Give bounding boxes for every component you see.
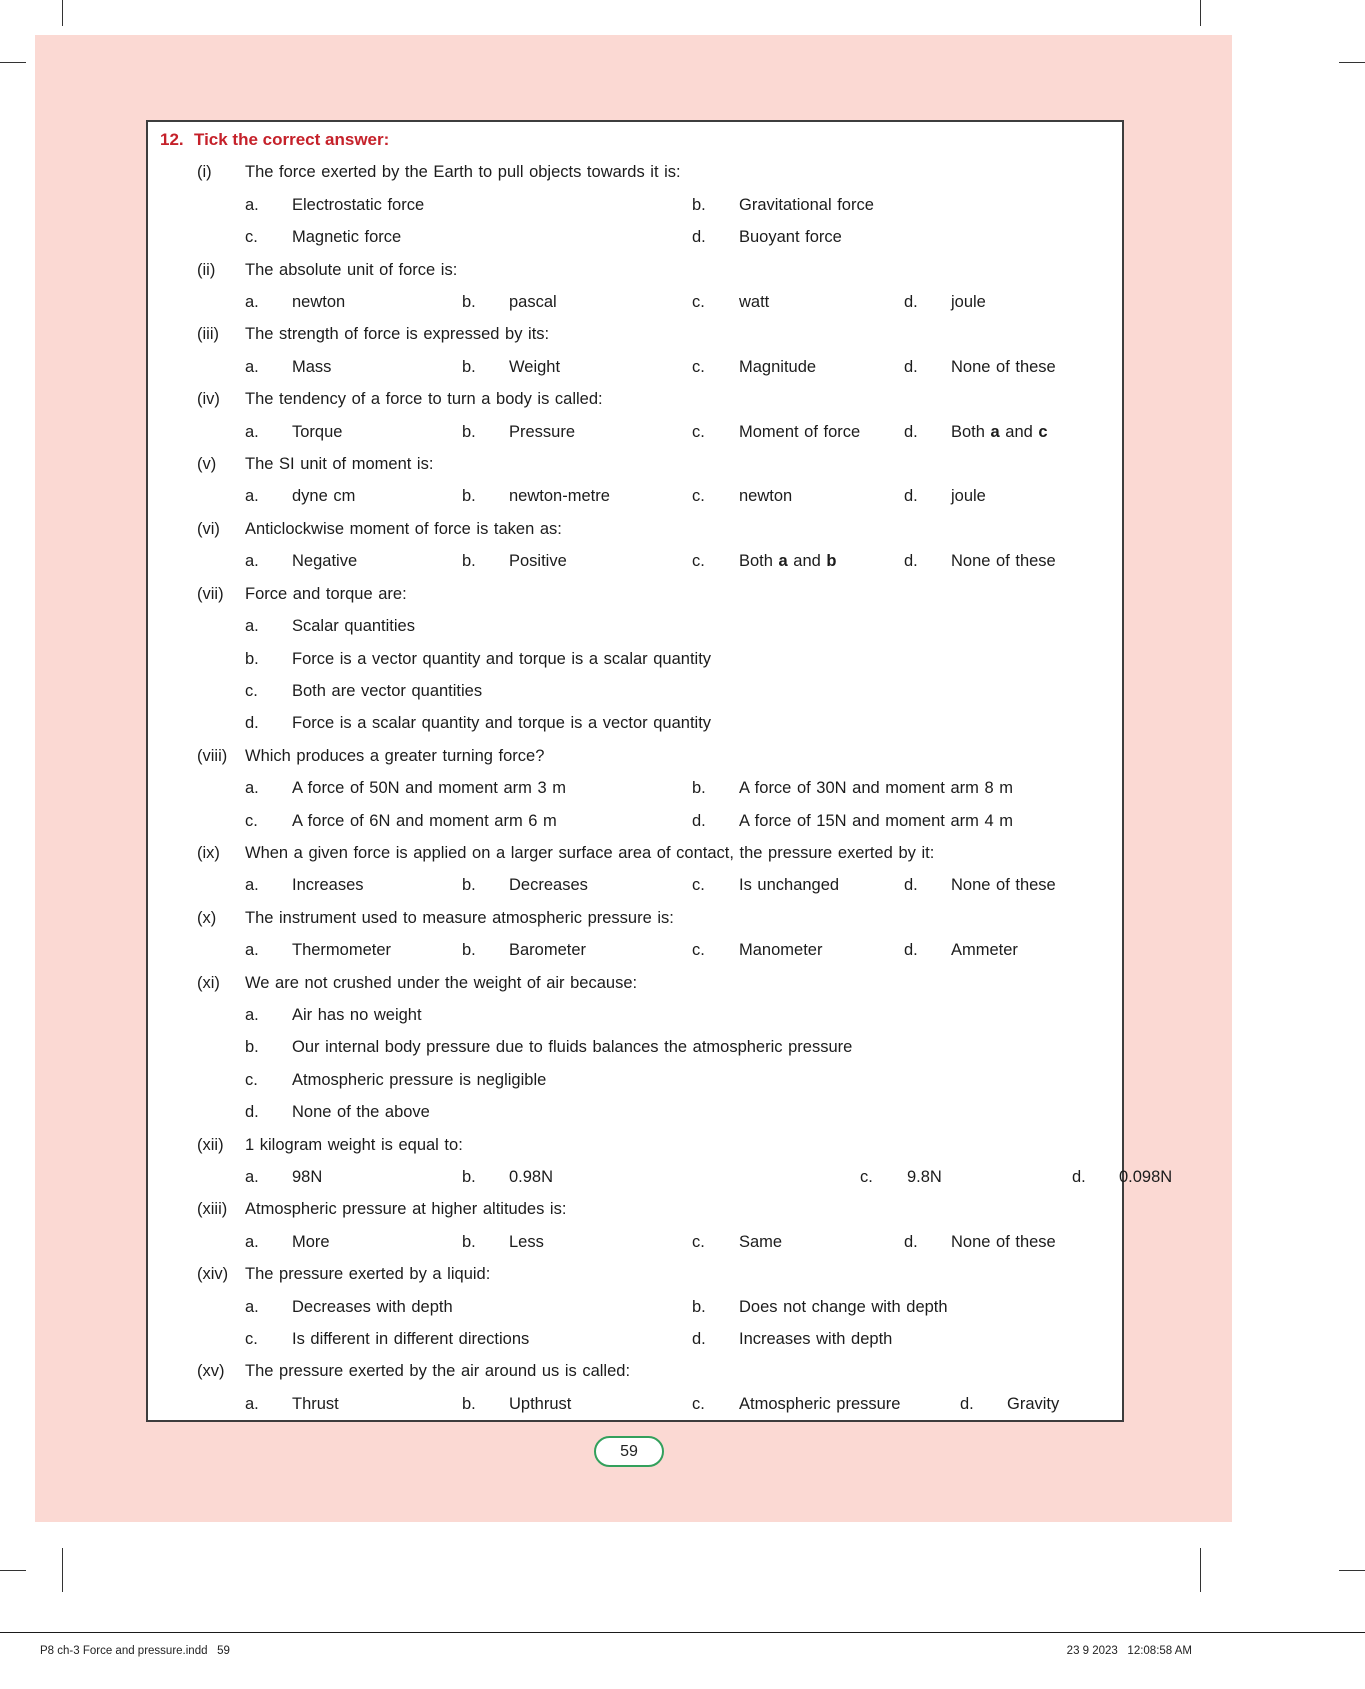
option xyxy=(692,286,904,318)
question-text: Which produces a greater turning force? xyxy=(245,746,545,765)
question-line xyxy=(148,513,1122,545)
options xyxy=(245,286,1122,318)
quiz-number: 12. xyxy=(160,130,184,149)
option-text: Upthrust xyxy=(509,1394,572,1413)
options xyxy=(245,999,1122,1129)
question-text: The pressure exerted by the air around us is called: xyxy=(245,1362,631,1381)
option xyxy=(1072,1161,1172,1193)
question-text: The force exerted by the Earth to pull objects towards it is: xyxy=(245,163,681,182)
question-number: (i) xyxy=(197,163,212,182)
option-letter: b. xyxy=(462,876,476,895)
question-text: The strength of force is expressed by its: xyxy=(245,325,550,344)
question xyxy=(148,1258,1122,1355)
option-letter: d. xyxy=(692,228,706,247)
option xyxy=(462,1226,692,1258)
question-line xyxy=(148,578,1122,610)
option xyxy=(462,351,692,383)
option xyxy=(245,351,462,383)
option xyxy=(245,869,462,901)
option-letter: b. xyxy=(462,1168,476,1186)
option xyxy=(692,1291,1122,1323)
question xyxy=(148,383,1122,448)
option-letter: d. xyxy=(904,552,918,571)
option-letter: d. xyxy=(904,1232,918,1251)
option xyxy=(245,675,1122,707)
option-text: Buoyant force xyxy=(739,228,842,247)
options xyxy=(245,416,1122,448)
option-text: Gravity xyxy=(1007,1394,1060,1413)
option-text: newton xyxy=(292,293,346,312)
option xyxy=(692,772,1122,804)
option-text: Atmospheric pressure is negligible xyxy=(292,1070,547,1089)
option xyxy=(245,480,462,512)
question-line xyxy=(148,318,1122,350)
question xyxy=(148,967,1122,1129)
option xyxy=(692,480,904,512)
question xyxy=(148,837,1122,902)
option-letter: c. xyxy=(692,422,705,441)
option xyxy=(245,1161,462,1193)
option-letter: b. xyxy=(462,1232,476,1251)
options xyxy=(245,189,1122,254)
option xyxy=(692,1226,904,1258)
question-text: We are not crushed under the weight of air because: xyxy=(245,973,638,992)
option-text: Mass xyxy=(292,357,332,376)
option-text: Increases with depth xyxy=(739,1330,893,1349)
question-number: (vii) xyxy=(197,584,224,603)
option-letter: c. xyxy=(692,941,705,960)
option-letter: d. xyxy=(904,876,918,895)
option-text: Force is a scalar quantity and torque is a vector quantity xyxy=(292,714,712,733)
option-letter: d. xyxy=(904,487,918,506)
option-text: None of the above xyxy=(292,1103,430,1122)
option-letter: d. xyxy=(245,1103,259,1122)
options xyxy=(245,869,1122,901)
option xyxy=(692,416,904,448)
option-text: Ammeter xyxy=(951,941,1018,960)
option-letter: c. xyxy=(692,293,705,312)
option-text: Less xyxy=(509,1232,544,1251)
question xyxy=(148,740,1122,837)
option xyxy=(904,869,1122,901)
option xyxy=(245,1096,1122,1128)
option-text: None of these xyxy=(951,876,1056,895)
option xyxy=(245,286,462,318)
question-text: The tendency of a force to turn a body is called: xyxy=(245,390,603,409)
question xyxy=(148,1355,1122,1420)
option-text: Moment of force xyxy=(739,422,861,441)
option xyxy=(245,1226,462,1258)
question-number: (viii) xyxy=(197,746,228,765)
option-letter: b. xyxy=(462,422,476,441)
option xyxy=(245,610,1122,642)
question-number: (iv) xyxy=(197,390,220,409)
option-letter: c. xyxy=(692,1232,705,1251)
option-text: A force of 15N and moment arm 4 m xyxy=(739,811,1013,830)
option xyxy=(692,545,904,577)
option-letter: a. xyxy=(245,487,259,506)
option xyxy=(245,416,462,448)
option-text: Thermometer xyxy=(292,941,392,960)
crop-mark xyxy=(1339,62,1365,63)
question xyxy=(148,578,1122,740)
crop-mark xyxy=(0,1570,26,1571)
option-text: 0.98N xyxy=(509,1168,554,1186)
option xyxy=(245,707,1122,739)
question-number: (iii) xyxy=(197,325,219,344)
option-letter: b. xyxy=(462,357,476,376)
option-text: Both a and c xyxy=(951,422,1048,441)
question-line xyxy=(148,740,1122,772)
option-text: joule xyxy=(951,293,986,312)
option-letter: a. xyxy=(245,876,259,895)
footer-filename: P8 ch-3 Force and pressure.indd 59 xyxy=(40,1645,230,1657)
option-text: Force is a vector quantity and torque is a scalar quantity xyxy=(292,649,712,668)
option-text: Both are vector quantities xyxy=(292,681,483,700)
option xyxy=(904,545,1122,577)
option-letter: a. xyxy=(245,1297,259,1316)
option-text: Thrust xyxy=(292,1394,339,1413)
question-number: (ii) xyxy=(197,260,216,279)
option-text: None of these xyxy=(951,357,1056,376)
option-text: Is unchanged xyxy=(739,876,840,895)
question xyxy=(148,448,1122,513)
question-text: Atmospheric pressure at higher altitudes is: xyxy=(245,1200,567,1219)
option-text: A force of 50N and moment arm 3 m xyxy=(292,779,566,798)
option-text: None of these xyxy=(951,1232,1056,1251)
page-number-badge xyxy=(594,1436,664,1467)
option-text: Is different in different directions xyxy=(292,1330,530,1349)
option-text: Electrostatic force xyxy=(292,195,425,214)
option-text: joule xyxy=(951,487,986,506)
option-text: Decreases with depth xyxy=(292,1297,453,1316)
options xyxy=(245,610,1122,740)
option-text: Torque xyxy=(292,422,343,441)
option xyxy=(245,221,692,253)
question xyxy=(148,902,1122,967)
option xyxy=(245,1291,692,1323)
options xyxy=(245,1291,1122,1356)
option-letter: c. xyxy=(692,487,705,506)
options xyxy=(245,480,1122,512)
option-letter: b. xyxy=(245,649,259,668)
option-letter: b. xyxy=(462,293,476,312)
option xyxy=(462,869,692,901)
option-text: Barometer xyxy=(509,941,587,960)
question-line xyxy=(148,967,1122,999)
option xyxy=(692,805,1122,837)
options xyxy=(245,351,1122,383)
option-letter: c. xyxy=(245,1330,258,1349)
option-text: Positive xyxy=(509,552,567,571)
question-line xyxy=(148,1258,1122,1290)
question xyxy=(148,1129,1173,1194)
option-letter: d. xyxy=(1072,1168,1086,1186)
option-letter: a. xyxy=(245,941,259,960)
options xyxy=(245,772,1122,837)
option-letter: d. xyxy=(692,811,706,830)
option xyxy=(462,480,692,512)
option xyxy=(245,1388,462,1420)
option xyxy=(245,999,1122,1031)
option xyxy=(245,934,462,966)
options xyxy=(245,1388,1122,1420)
option-letter: b. xyxy=(462,487,476,506)
option xyxy=(904,286,1122,318)
question-line xyxy=(148,383,1122,415)
option-letter: c. xyxy=(692,357,705,376)
option xyxy=(904,416,1122,448)
question-text: 1 kilogram weight is equal to: xyxy=(245,1135,463,1154)
option-letter: a. xyxy=(245,1005,259,1024)
option-text: newton-metre xyxy=(509,487,610,506)
quiz-title: Tick the correct answer: xyxy=(194,130,390,149)
option-text: Atmospheric pressure xyxy=(739,1394,901,1413)
option-text: Gravitational force xyxy=(739,195,874,214)
option xyxy=(462,1161,860,1193)
option-letter: d. xyxy=(692,1330,706,1349)
option-text: newton xyxy=(739,487,793,506)
quiz-heading xyxy=(148,124,1122,156)
question xyxy=(148,254,1122,319)
question-text: The instrument used to measure atmospheric pressure is: xyxy=(245,908,674,927)
crop-mark xyxy=(0,62,26,63)
option-letter: b. xyxy=(245,1038,259,1057)
option xyxy=(245,545,462,577)
option-text: Air has no weight xyxy=(292,1005,422,1024)
page-number: 59 xyxy=(620,1442,638,1460)
question xyxy=(148,513,1122,578)
question-text: The pressure exerted by a liquid: xyxy=(245,1265,491,1284)
option-letter: c. xyxy=(245,811,258,830)
question-number: (ix) xyxy=(197,843,220,862)
option-text: Negative xyxy=(292,552,358,571)
option xyxy=(462,1388,692,1420)
quiz-box xyxy=(146,120,1173,1422)
option xyxy=(245,1064,1122,1096)
option xyxy=(692,1323,1122,1355)
option-text: Manometer xyxy=(739,941,823,960)
option-letter: b. xyxy=(462,1394,476,1413)
option xyxy=(462,545,692,577)
option-text: 98N xyxy=(292,1168,323,1186)
question-text: The absolute unit of force is: xyxy=(245,260,458,279)
option-letter: c. xyxy=(860,1168,873,1186)
option-letter: b. xyxy=(692,195,706,214)
option xyxy=(692,934,904,966)
option-letter: c. xyxy=(245,1070,258,1089)
option xyxy=(692,869,904,901)
option-letter: d. xyxy=(904,357,918,376)
options xyxy=(245,545,1122,577)
question-number: (vi) xyxy=(197,519,220,538)
option-text: 9.8N xyxy=(907,1168,942,1186)
option xyxy=(245,643,1122,675)
option-letter: b. xyxy=(692,1297,706,1316)
option xyxy=(904,480,1122,512)
option-text: Magnitude xyxy=(739,357,817,376)
option-text: A force of 30N and moment arm 8 m xyxy=(739,779,1013,798)
question-text: Force and torque are: xyxy=(245,584,407,603)
option-letter: a. xyxy=(245,1232,259,1251)
question-text: Anticlockwise moment of force is taken as: xyxy=(245,519,562,538)
question-line xyxy=(148,1193,1122,1225)
option-letter: a. xyxy=(245,422,259,441)
question-line xyxy=(148,448,1122,480)
option-letter: a. xyxy=(245,1394,259,1413)
question-text: When a given force is applied on a larger surface area of contact, the pressure exerted by it: xyxy=(245,843,935,862)
option-letter: b. xyxy=(692,779,706,798)
question-number: (xv) xyxy=(197,1362,225,1381)
option-letter: a. xyxy=(245,1168,259,1186)
option xyxy=(462,416,692,448)
option xyxy=(960,1388,1122,1420)
option xyxy=(245,1031,1122,1063)
option xyxy=(692,1388,960,1420)
option-text: watt xyxy=(739,293,770,312)
option xyxy=(692,189,1122,221)
option-text: Pressure xyxy=(509,422,576,441)
option-text: Weight xyxy=(509,357,561,376)
crop-mark xyxy=(62,0,63,26)
option-text: dyne cm xyxy=(292,487,356,506)
question-number: (xiv) xyxy=(197,1265,229,1284)
option-text: 0.098N xyxy=(1119,1168,1173,1186)
option-letter: a. xyxy=(245,617,259,636)
options xyxy=(245,1226,1122,1258)
option xyxy=(245,805,692,837)
option xyxy=(245,772,692,804)
option-letter: d. xyxy=(904,293,918,312)
question-line xyxy=(148,1129,1122,1161)
questions xyxy=(148,156,1173,1420)
crop-mark xyxy=(1339,1570,1365,1571)
question-text: The SI unit of moment is: xyxy=(245,455,434,474)
question-line xyxy=(148,254,1122,286)
question-number: (v) xyxy=(197,455,217,474)
option-letter: a. xyxy=(245,195,259,214)
option-letter: c. xyxy=(692,876,705,895)
option-letter: c. xyxy=(692,1394,705,1413)
option-text: Both a and b xyxy=(739,552,837,571)
option xyxy=(462,286,692,318)
option xyxy=(904,351,1122,383)
option xyxy=(245,189,692,221)
option-letter: b. xyxy=(462,941,476,960)
option-text: More xyxy=(292,1232,330,1251)
option xyxy=(245,1323,692,1355)
question xyxy=(148,318,1122,383)
option-text: Decreases xyxy=(509,876,588,895)
option xyxy=(692,221,1122,253)
question-line xyxy=(148,902,1122,934)
question-number: (xi) xyxy=(197,973,220,992)
option-letter: b. xyxy=(462,552,476,571)
footer-timestamp: 23 9 2023 12:08:58 AM xyxy=(1066,1645,1192,1657)
option-text: A force of 6N and moment arm 6 m xyxy=(292,811,557,830)
question-number: (xiii) xyxy=(197,1200,228,1219)
crop-mark xyxy=(62,1548,63,1592)
option-text: Increases xyxy=(292,876,364,895)
option-text: Our internal body pressure due to fluids balances the atmospheric pressure xyxy=(292,1038,853,1057)
option-letter: a. xyxy=(245,552,259,571)
option xyxy=(860,1161,1072,1193)
option-letter: d. xyxy=(960,1394,974,1413)
question-number: (xii) xyxy=(197,1135,224,1154)
option xyxy=(462,934,692,966)
option-letter: d. xyxy=(904,422,918,441)
question-line xyxy=(148,156,1122,188)
option-text: Does not change with depth xyxy=(739,1297,948,1316)
option-letter: d. xyxy=(904,941,918,960)
option-letter: a. xyxy=(245,779,259,798)
question-line xyxy=(148,1355,1122,1387)
question-line xyxy=(148,837,1122,869)
option-letter: a. xyxy=(245,293,259,312)
question-number: (x) xyxy=(197,908,217,927)
option-letter: c. xyxy=(245,681,258,700)
crop-mark xyxy=(1200,1548,1201,1592)
option-text: Magnetic force xyxy=(292,228,402,247)
crop-mark xyxy=(1200,0,1201,26)
question xyxy=(148,1193,1122,1258)
footer-rule xyxy=(0,1632,1365,1633)
option-text: Scalar quantities xyxy=(292,617,415,636)
option-text: pascal xyxy=(509,293,557,312)
options xyxy=(245,1161,1173,1193)
options xyxy=(245,934,1122,966)
option-letter: c. xyxy=(245,228,258,247)
option xyxy=(904,934,1122,966)
option-letter: c. xyxy=(692,552,705,571)
question xyxy=(148,156,1122,253)
option-letter: a. xyxy=(245,357,259,376)
option-text: None of these xyxy=(951,552,1056,571)
option-letter: d. xyxy=(245,714,259,733)
option xyxy=(692,351,904,383)
option xyxy=(904,1226,1122,1258)
option-text: Same xyxy=(739,1232,783,1251)
